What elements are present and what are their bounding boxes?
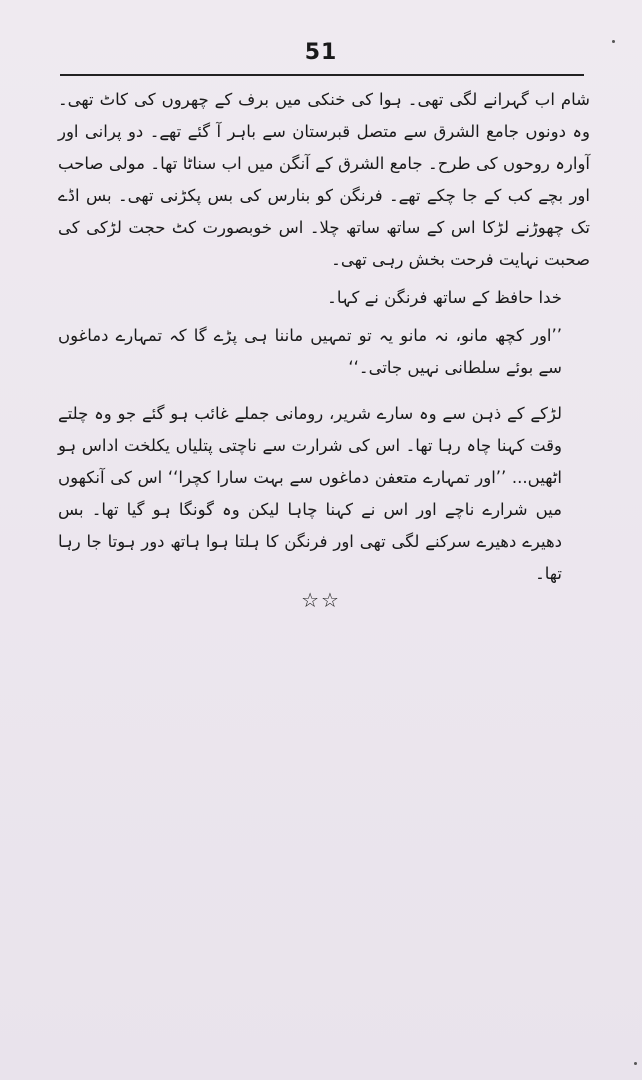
paragraph-4: لڑکے کے ذہن سے وہ سارے شریر، رومانی جملے غائب ہو گئے جو وہ چلتے وقت کہنا چاہ رہا تھا۔ اس کی شرارت سے ناچتی پتلیاں یکلخت اداس ہو اٹھیں... ’’اور تمہارے متعفن دماغوں سے بہت سارا کچرا‘‘ اس کی آنکھوں میں شرارے ناچے اور اس نے کہنا چاہا لیکن وہ گونگا ہو گیا تھا۔ بس دھیرے دھیرے سرکنے لگی تھی اور فرنگن کا ہلتا ہوا ہاتھ دور ہوتا جا رہا تھا۔ (58, 404, 562, 583)
section-break-stars: ☆☆ (301, 588, 341, 612)
body-text (58, 84, 590, 590)
paragraph-1: شام اب گہرانے لگی تھی۔ ہوا کی خنکی میں برف کے چھروں کی کاٹ تھی۔ وہ دونوں جامع الشرق سے متصل قبرستان سے باہر آ گئے تھے۔ دو پرانی اور آوارہ روحوں کی طرح۔ جامع الشرق کے آنگن میں اب سناٹا تھا۔ مولی صاحب اور بچے کب کے جا چکے تھے۔ فرنگن کو بنارس کی بس پکڑنی تھی۔ بس اڈے تک چھوڑنے لڑکا اس کے ساتھ ساتھ چلا۔ اس خوبصورت کٹ حجت لڑکی کی صحبت نہایت فرحت بخش رہی تھی۔ (58, 90, 590, 269)
header-rule (60, 74, 584, 76)
paragraph-2: خدا حافظ کے ساتھ فرنگن نے کہا۔ (327, 288, 562, 307)
scan-speck (612, 40, 615, 43)
scan-speck (634, 1062, 637, 1065)
paragraph-3: ’’اور کچھ مانو، نہ مانو یہ تو تمہیں ماننا ہی پڑے گا کہ تمہارے دماغوں سے بوئے سلطانی نہیں جاتی۔‘‘ (58, 326, 562, 377)
page-number: 51 (304, 40, 338, 65)
